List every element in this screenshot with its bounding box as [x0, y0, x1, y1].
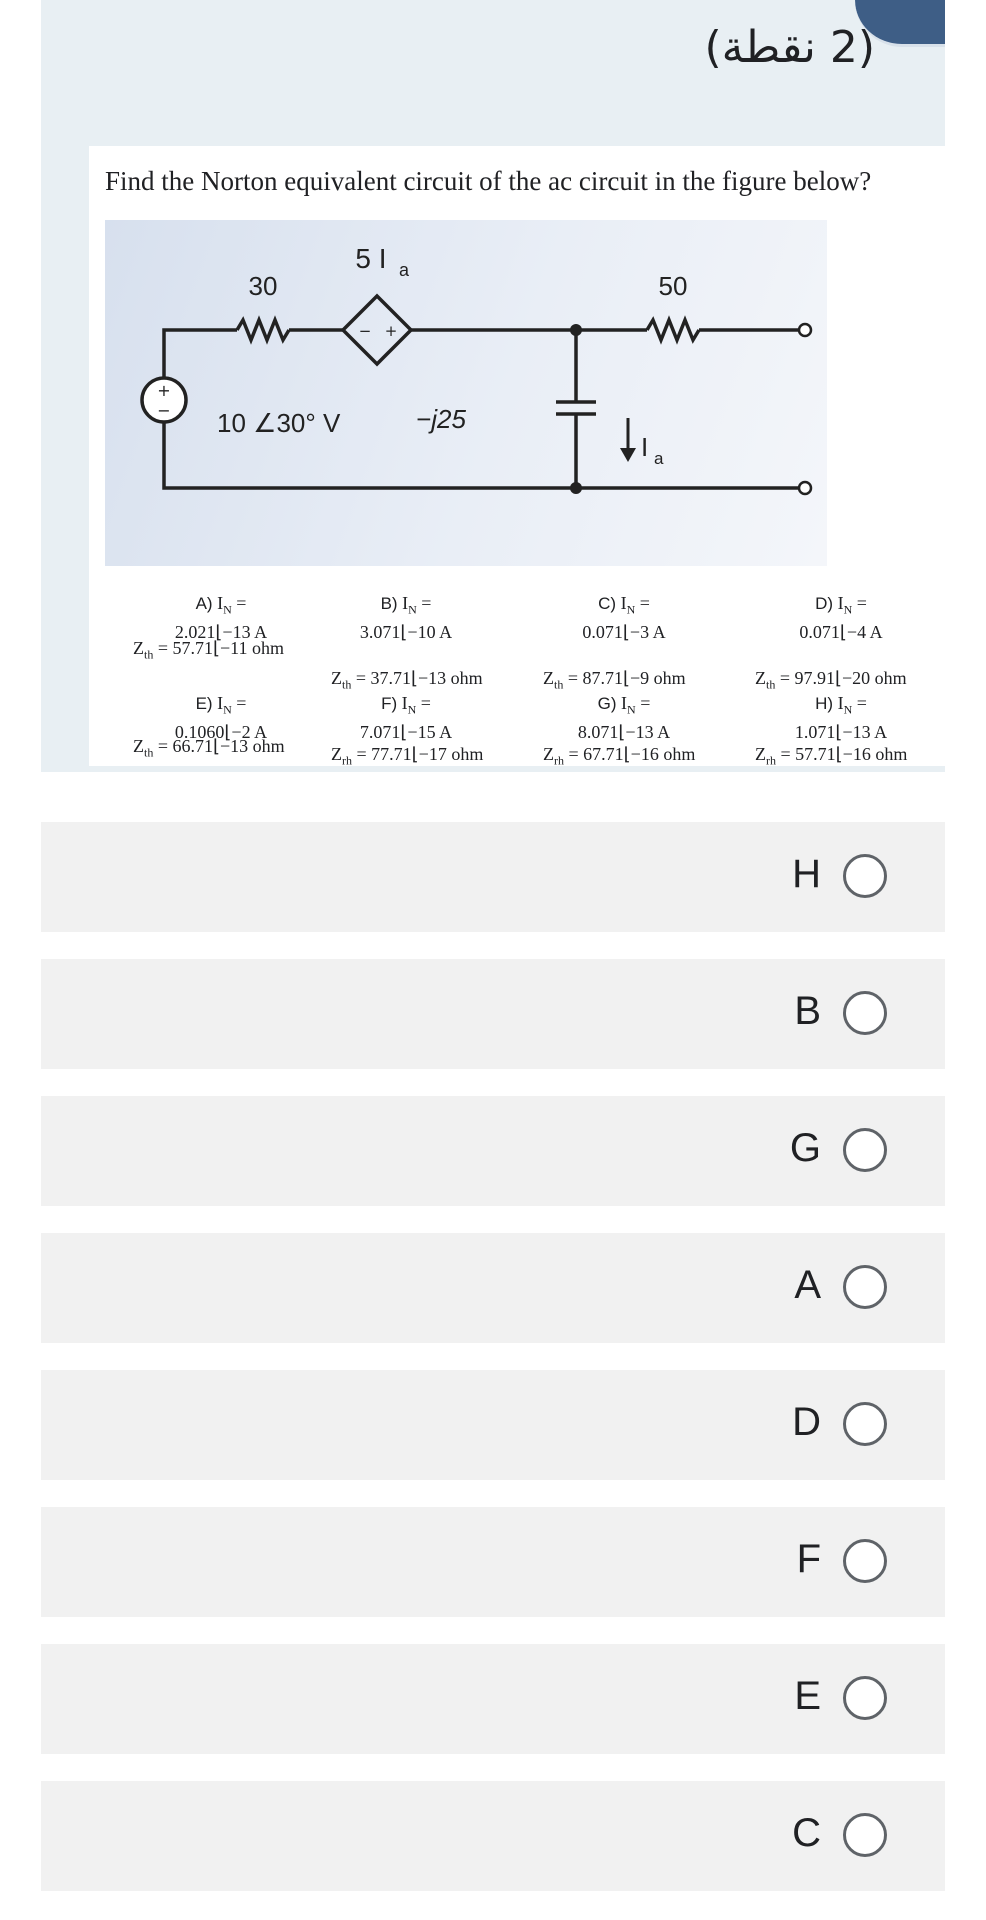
zth-subscript: th — [144, 745, 154, 760]
zth-value: = 77.71⌊−17 ohm — [352, 744, 484, 764]
zth-label: Z — [133, 638, 144, 658]
source-plus-sign: + — [157, 381, 171, 400]
in-label: I — [621, 693, 628, 713]
zth-value: = 37.71⌊−13 ohm — [351, 668, 483, 688]
zth-label: Z — [755, 744, 766, 764]
points-label: (2 نقطة) — [704, 22, 875, 73]
option-e — [133, 692, 301, 760]
equals-sign: = — [635, 693, 651, 713]
question-box — [89, 146, 979, 766]
circuit-figure — [105, 220, 827, 566]
resistor-30-label: 30 — [248, 271, 278, 301]
option-letter: A) — [195, 594, 213, 613]
zth-subscript: th — [554, 677, 564, 692]
option-letter: D) — [815, 594, 834, 613]
in-value: 8.071⌊−13 A — [577, 721, 671, 742]
option-letter: B) — [380, 594, 398, 613]
in-subscript: N — [223, 702, 232, 717]
choice-label: C — [792, 1811, 821, 1855]
equals-sign: = — [852, 593, 867, 613]
in-label: I — [217, 593, 224, 613]
in-subscript: N — [627, 702, 636, 717]
in-value: 2.021⌊−13 A — [174, 621, 268, 642]
choice-row-d[interactable] — [41, 1370, 945, 1480]
resistor-50-label: 50 — [658, 271, 688, 301]
zth-label: Z — [133, 736, 144, 756]
question-text: Find the Norton equivalent circuit of the ac circuit in the figure below? — [105, 166, 872, 196]
choice-row-g[interactable] — [41, 1096, 945, 1206]
in-value: 0.1060⌊−2 A — [174, 721, 268, 742]
option-letter: C) — [598, 594, 617, 613]
choice-label: G — [789, 1126, 821, 1170]
equals-sign: = — [416, 693, 431, 713]
in-value: 0.071⌊−3 A — [582, 621, 666, 642]
zth-subscript: rh — [342, 753, 352, 768]
radio-button[interactable] — [843, 1539, 887, 1583]
in-subscript: N — [407, 702, 417, 717]
option-letter: F) — [381, 694, 398, 713]
dependent-source-label: 5 I — [355, 243, 387, 274]
zth-subscript: th — [766, 677, 776, 692]
option-b — [321, 592, 491, 692]
in-subscript: N — [626, 602, 636, 617]
radio-button[interactable] — [843, 854, 887, 898]
dependent-source-subscript: a — [399, 260, 410, 280]
radio-button[interactable] — [843, 1128, 887, 1172]
in-subscript: N — [843, 602, 853, 617]
in-value: 1.071⌊−13 A — [794, 721, 888, 742]
equals-sign: = — [635, 593, 650, 613]
radio-button[interactable] — [843, 1402, 887, 1446]
in-label: I — [401, 693, 408, 713]
radio-button[interactable] — [843, 1676, 887, 1720]
zth-subscript: rh — [554, 753, 564, 768]
choice-label: B — [794, 989, 821, 1033]
equals-sign: = — [852, 693, 867, 713]
zth-value: = 57.71⌊−11 ohm — [153, 638, 285, 658]
in-label: I — [402, 593, 409, 613]
zth-label: Z — [543, 744, 554, 764]
zth-value: = 66.71⌊−13 ohm — [153, 736, 285, 756]
zth-subscript: th — [144, 647, 154, 662]
choice-label: D — [792, 1400, 821, 1444]
choice-label: F — [796, 1537, 821, 1581]
option-f — [321, 692, 491, 768]
choice-label: E — [794, 1674, 821, 1718]
option-d — [753, 592, 929, 692]
dep-plus-sign: + — [384, 322, 398, 340]
zth-value: = 67.71⌊−16 ohm — [564, 744, 696, 764]
in-label: I — [837, 593, 844, 613]
in-value: 7.071⌊−15 A — [359, 721, 453, 742]
zth-value: = 97.91⌊−20 ohm — [775, 668, 907, 688]
in-value: 3.071⌊−10 A — [359, 621, 453, 642]
zth-subscript: th — [342, 677, 352, 692]
choice-row-e[interactable] — [41, 1644, 945, 1754]
choice-label: A — [794, 1263, 821, 1307]
in-subscript: N — [408, 602, 417, 617]
option-a — [133, 592, 301, 662]
circuit-diagram — [105, 220, 827, 566]
equals-sign: = — [231, 693, 247, 713]
option-c — [539, 592, 709, 692]
question-card — [41, 0, 945, 772]
radio-button[interactable] — [843, 991, 887, 1035]
zth-label: Z — [755, 668, 766, 688]
choice-row-f[interactable] — [41, 1507, 945, 1617]
choice-label: H — [792, 852, 821, 896]
choice-row-a[interactable] — [41, 1233, 945, 1343]
zth-value: = 57.71⌊−16 ohm — [776, 744, 908, 764]
current-label: I — [641, 432, 649, 462]
equals-sign: = — [416, 593, 432, 613]
in-subscript: N — [843, 702, 853, 717]
equals-sign: = — [231, 593, 247, 613]
zth-subscript: rh — [766, 753, 776, 768]
choice-row-h[interactable] — [41, 822, 945, 932]
in-subscript: N — [223, 602, 232, 617]
option-g — [539, 692, 709, 768]
dep-minus-sign: − — [358, 322, 372, 340]
zth-value: = 87.71⌊−9 ohm — [563, 668, 686, 688]
option-h — [753, 692, 929, 768]
radio-button[interactable] — [843, 1813, 887, 1857]
choice-row-c[interactable] — [41, 1781, 945, 1891]
choice-row-b[interactable] — [41, 959, 945, 1069]
option-letter: G) — [597, 694, 617, 713]
current-subscript: a — [654, 449, 664, 468]
option-letter: H) — [815, 694, 834, 713]
in-label: I — [620, 593, 627, 613]
voltage-source-label: 10 ∠30° V — [217, 408, 341, 438]
in-label: I — [217, 693, 224, 713]
source-minus-sign: − — [157, 401, 171, 420]
option-letter: E) — [195, 694, 213, 713]
radio-button[interactable] — [843, 1265, 887, 1309]
zth-label: Z — [543, 668, 554, 688]
capacitor-label: −j25 — [416, 404, 466, 434]
in-label: I — [837, 693, 844, 713]
zth-label: Z — [331, 668, 342, 688]
zth-label: Z — [331, 744, 342, 764]
in-value: 0.071⌊−4 A — [799, 621, 883, 642]
